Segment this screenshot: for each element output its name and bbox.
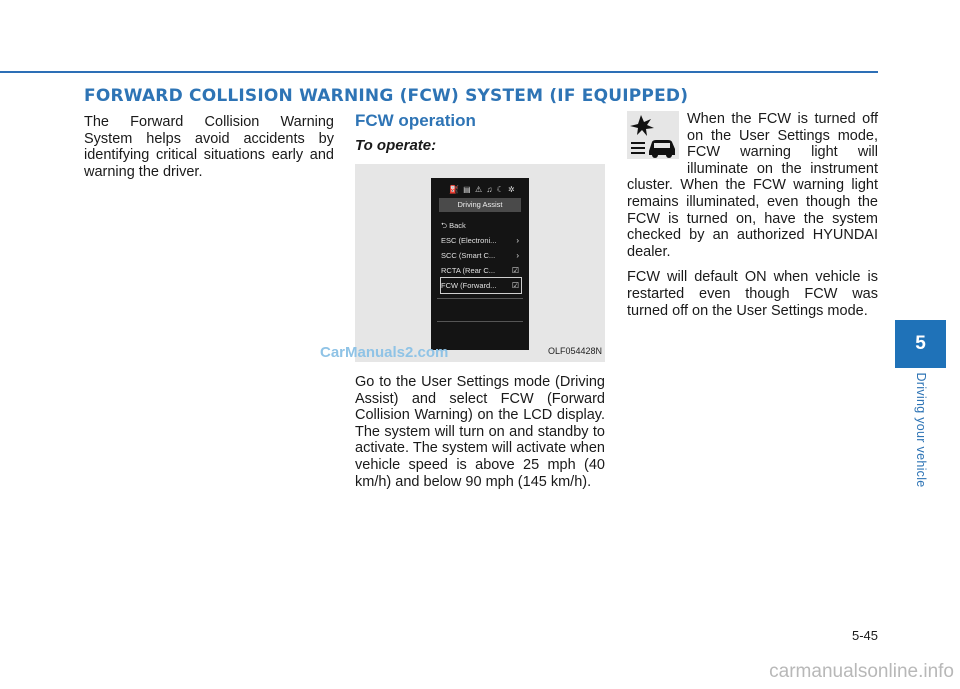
lcd-divider <box>437 321 523 322</box>
operation-body: Go to the User Settings mode (Driving Assist) and select FCW (Forward Collision Warning) on the LCD display. The system will turn on and standby to activate. The system will activate when vehicle speed is above 25 mph (40 km/h) and below 90 mph (145 km/h). <box>355 374 605 490</box>
intro-text: The Forward Collision Warning System helps avoid accidents by identifying critical situations early and warning the driver. <box>84 114 334 180</box>
chevron-right-icon: › <box>516 236 519 245</box>
footer-url: carmanualsonline.info <box>769 661 954 682</box>
menu-item-esc[interactable]: ESC (Electroni... › <box>441 233 521 248</box>
page-number: 5-45 <box>851 628 878 643</box>
menu-item-back[interactable]: ⮌ Back <box>441 221 466 230</box>
menu-item-scc[interactable]: SCC (Smart C... › <box>441 248 521 263</box>
lcd-status-icons: ⛽ ▤ ⚠ ♫ ☾ ✲ <box>449 185 516 194</box>
chevron-right-icon: › <box>516 251 519 260</box>
lcd-screen-title: Driving Assist <box>439 198 521 212</box>
operation-heading: FCW operation <box>355 111 476 130</box>
lcd-divider <box>437 298 523 299</box>
fcw-warning-light-icon <box>627 111 679 159</box>
operation-subheading: To operate: <box>355 137 437 154</box>
warning-para-1: When the FCW is turned off on the User Settings mode, FCW warning light will illuminate on the instrument cluster. When the FCW warning light remains illuminated, even though the FCW is turned on, have the system checked by an authorized HYUNDAI dealer. <box>627 111 878 260</box>
chapter-tab: 5 <box>895 320 946 368</box>
checkbox-checked-icon: ☑ <box>511 281 519 290</box>
chapter-label: Driving your vehicle <box>914 372 928 488</box>
watermark: CarManuals2.com <box>320 344 449 361</box>
warning-column <box>627 111 878 328</box>
lcd-screen <box>431 178 529 350</box>
lcd-menu <box>441 218 521 293</box>
figure-code: OLF054428N <box>547 346 602 357</box>
menu-item-fcw[interactable]: FCW (Forward... ☑ <box>441 278 521 293</box>
warning-para-2: FCW will default ON when vehicle is restarted even though FCW was turned off on the User Settings mode. <box>627 269 878 319</box>
checkbox-checked-icon: ☑ <box>511 266 519 275</box>
section-title: FORWARD COLLISION WARNING (FCW) SYSTEM (IF EQUIPPED) <box>84 86 689 106</box>
menu-item-rcta[interactable]: RCTA (Rear C... ☑ <box>441 263 521 278</box>
lcd-figure <box>355 164 605 362</box>
top-rule <box>0 71 878 73</box>
operation-column <box>355 111 605 499</box>
intro-column <box>84 114 334 189</box>
